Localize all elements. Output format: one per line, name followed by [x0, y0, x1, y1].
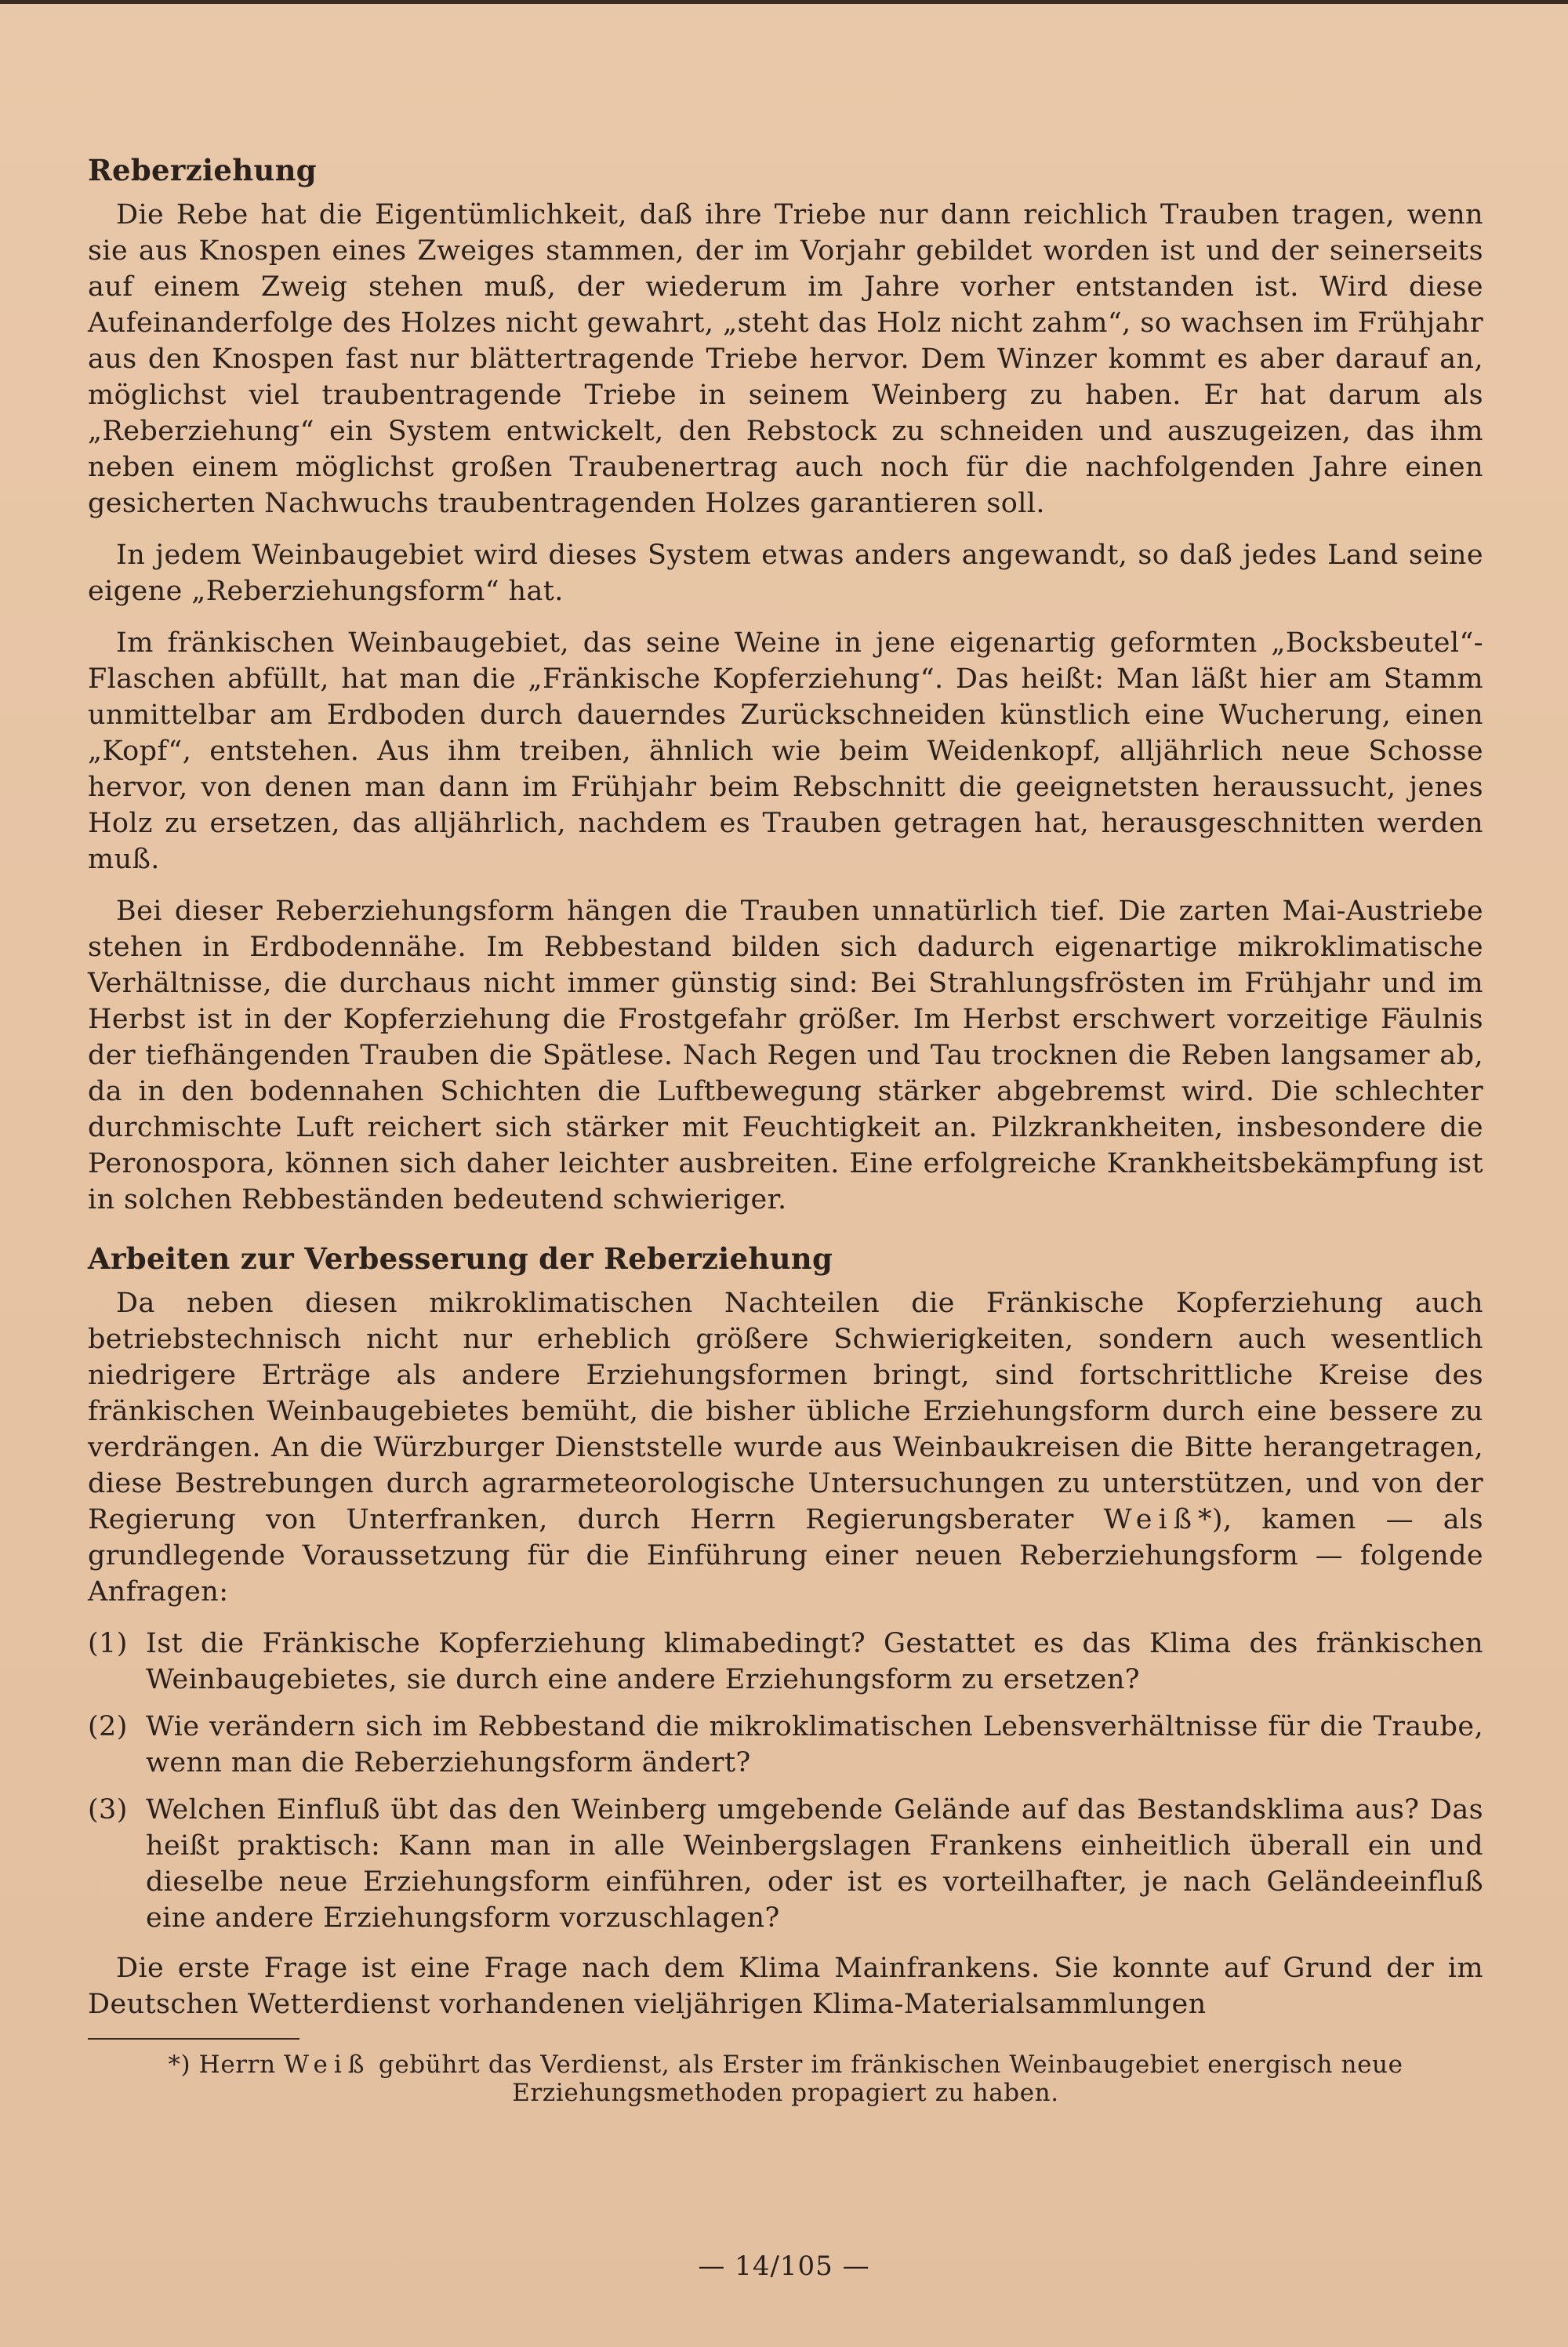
question-list	[88, 1626, 1483, 1936]
footnote-divider	[88, 2038, 299, 2040]
section-heading-verbesserung: Arbeiten zur Verbesserung der Reberziehung	[88, 1241, 833, 1276]
list-item	[88, 1792, 1483, 1936]
intro-text-after: *), kamen — als grundlegende Voraussetzung für die Einführung einer neuen Reberziehungsform — folgende Anfragen:	[88, 1504, 1484, 1608]
footnote	[88, 2051, 1483, 2107]
footnote-prefix: *) Herrn	[168, 2051, 276, 2079]
page-content	[88, 153, 1483, 2107]
question-text: Wie verändern sich im Rebbestand die mikroklimatischen Lebensverhältnisse für die Traube, wenn man die Reberziehungsform ändert?	[146, 1711, 1483, 1778]
paragraph: In jedem Weinbaugebiet wird dieses System etwas anders angewandt, so daß jedes Land seine eigene „Reberziehungsform“ hat.	[88, 540, 1483, 607]
question-number: (1)	[88, 1628, 128, 1659]
list-item	[88, 1626, 1483, 1698]
question-number: (3)	[88, 1794, 128, 1826]
question-text: Welchen Einfluß übt das den Weinberg umgebende Gelände auf das Bestandsklima aus? Das heißt praktisch: Kann man in alle Weinbergslagen Frankens einheitlich überall ein und dieselbe neue Erziehungsform einführen, oder ist es vorteilhafter, je nach Geländeeinfluß eine andere Erziehungsform vorzuschlagen?	[146, 1794, 1483, 1934]
list-item	[88, 1709, 1483, 1781]
footnote-text: gebührt das Verdienst, als Erster im fränkischen Weinbaugebiet energisch neue Erziehungsmethoden propagiert zu haben.	[378, 2051, 1403, 2107]
paragraph-intro	[88, 1285, 1483, 1610]
paragraph: Bei dieser Reberziehungsform hängen die Trauben unnatürlich tief. Die zarten Mai-Austriebe stehen in Erdbodennähe. Im Rebbestand bilden sich dadurch eigenartige mikroklimatische Verhältnisse, die durchaus nicht immer günstig sind: Bei Strahlungsfrösten im Frühjahr und im Herbst ist in der Kopferziehung die Frostgefahr größer. Im Herbst erschwert vorzeitige Fäulnis der tiefhängenden Trauben die Spätlese. Nach Regen und Tau trocknen die Reben langsamer ab, da in den bodennahen Schichten die Luftbewegung stärker abgebremst wird. Die schlechter durchmischte Luft reichert sich stärker mit Feuchtigkeit an. Pilzkrankheiten, insbesondere die Peronospora, können sich daher leichter ausbreiten. Eine erfolgreiche Krankheitsbekämpfung ist in solchen Rebbeständen bedeutend schwieriger.	[88, 896, 1483, 1215]
question-text: Ist die Fränkische Kopferziehung klimabedingt? Gestattet es das Klima des fränkischen Weinbaugebietes, sie durch eine andere Erziehungsform zu ersetzen?	[146, 1628, 1483, 1695]
name-weiss: Weiß	[1103, 1504, 1199, 1535]
page-number: — 14/105 —	[698, 2251, 870, 2282]
section-heading-reberziehung: Reberziehung	[88, 153, 317, 187]
paragraph: Im fränkischen Weinbaugebiet, das seine Weine in jene eigenartig geformten „Bocksbeutel“-Flaschen abfüllt, hat man die „Fränkische Kopferziehung“. Das heißt: Man läßt hier am Stamm unmittelbar am Erdboden durch dauerndes Zurückschneiden künstlich eine Wucherung, einen „Kopf“, entstehen. Aus ihm treiben, ähnlich wie beim Weidenkopf, alljährlich neue Schosse hervor, von denen man dann im Frühjahr beim Rebschnitt die geeignetsten heraussucht, jenes Holz zu ersetzen, das alljährlich, nachdem es Trauben getragen hat, herausgeschnitten werden muß.	[88, 627, 1483, 875]
footnote-name: Weiß	[284, 2051, 371, 2079]
question-number: (2)	[88, 1711, 128, 1742]
paragraph-closing: Die erste Frage ist eine Frage nach dem Klima Mainfrankens. Sie konnte auf Grund der im Deutschen Wetterdienst vorhandenen vieljährigen Klima-Materialsammlungen	[88, 1953, 1483, 2020]
intro-text-before: Da neben diesen mikroklimatischen Nachteilen die Fränkische Kopferziehung auch betriebstechnisch nicht nur erheblich größere Schwierigkeiten, sondern auch wesentlich niedrigere Erträge als andere Erziehungsformen bringt, sind fortschrittliche Kreise des fränkischen Weinbaugebietes bemüht, die bisher übliche Erziehungsform durch eine bessere zu verdrängen. An die Würzburger Dienststelle wurde aus Weinbaukreisen die Bitte herangetragen, diese Bestrebungen durch agrarmeteorologische Untersuchungen zu unterstützen, und von der Regierung von Unterfranken, durch Herrn Regierungsberater	[88, 1288, 1483, 1535]
paragraph: Die Rebe hat die Eigentümlichkeit, daß ihre Triebe nur dann reichlich Trauben tragen, wenn sie aus Knospen eines Zweiges stammen, der im Vorjahr gebildet worden ist und der seinerseits auf einem Zweig stehen muß, der wiederum im Jahre vorher entstanden ist. Wird diese Aufeinanderfolge des Holzes nicht gewahrt, „steht das Holz nicht zahm“, so wachsen im Frühjahr aus den Knospen fast nur blättertragende Triebe hervor. Dem Winzer kommt es aber darauf an, möglichst viel traubentragende Triebe in seinem Weinberg zu haben. Er hat darum als „Reberziehung“ ein System entwickelt, den Rebstock zu schneiden und auszugeizen, das ihm neben einem möglichst großen Traubenertrag auch noch für die nachfolgenden Jahre einen gesicherten Nachwuchs traubentragenden Holzes garantieren soll.	[88, 199, 1483, 519]
top-edge-line	[0, 0, 1568, 4]
